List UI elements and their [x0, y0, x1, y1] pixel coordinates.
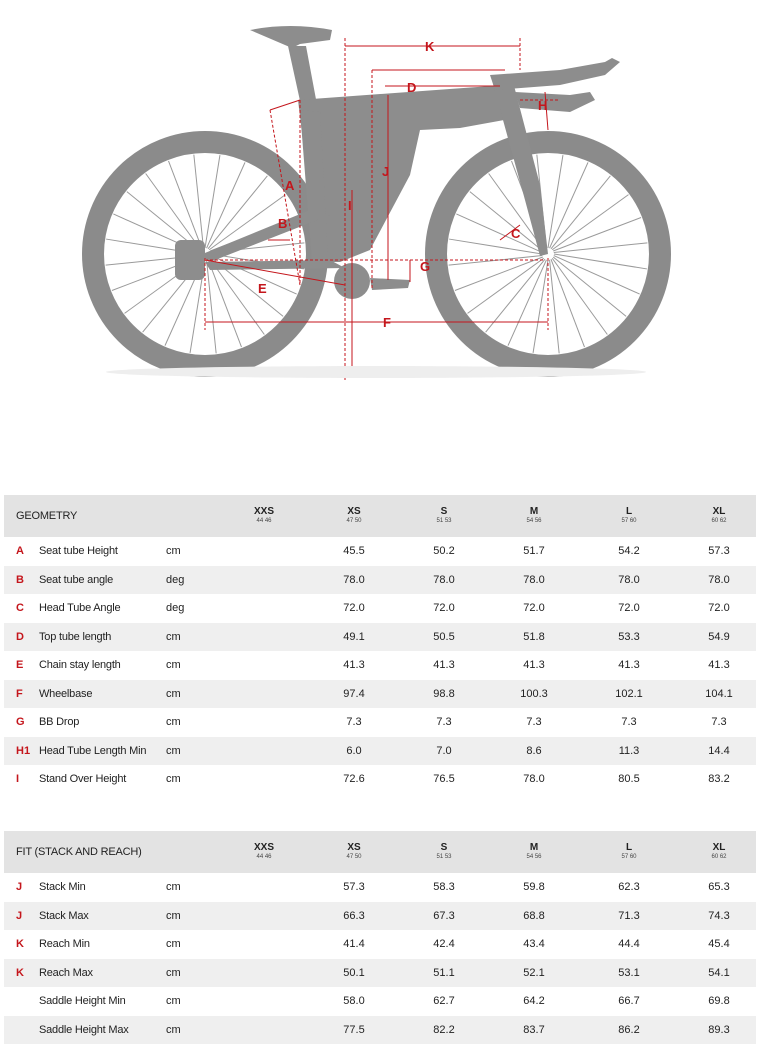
size-header: S 51 53 — [436, 506, 452, 524]
row-value: 6.0 — [346, 744, 362, 757]
row-value: 49.1 — [343, 630, 365, 643]
row-value: 7.3 — [621, 716, 637, 729]
spoke — [169, 161, 202, 249]
row-value: 76.5 — [433, 773, 455, 786]
table-row — [4, 959, 756, 988]
row-value: 54.2 — [618, 545, 640, 558]
row-unit: cm — [166, 773, 181, 786]
row-label: Head Tube Length Min — [39, 744, 147, 757]
spoke — [552, 258, 607, 334]
row-value — [229, 708, 299, 737]
row-value: 72.0 — [523, 602, 545, 615]
row-letter: E — [16, 659, 24, 672]
row-value: 41.4 — [343, 938, 365, 951]
row-value: 78.0 — [433, 573, 455, 586]
row-value — [229, 737, 299, 766]
row-letter: K — [16, 938, 24, 951]
row-value: 11.3 — [618, 744, 640, 757]
row-unit: cm — [166, 966, 181, 979]
spoke — [550, 260, 560, 354]
row-value — [229, 566, 299, 595]
row-value — [229, 987, 299, 1016]
dim-label-g: G — [420, 259, 431, 274]
fit-header-row — [4, 831, 756, 873]
ground-shadow — [106, 366, 646, 378]
row-value: 7.3 — [346, 716, 362, 729]
row-value: 86.2 — [618, 1023, 640, 1036]
row-value: 67.3 — [433, 909, 455, 922]
row-value: 41.3 — [523, 659, 545, 672]
dim-label-f: F — [383, 315, 391, 330]
row-unit: cm — [166, 630, 181, 643]
spoke — [468, 258, 544, 313]
row-value: 82.2 — [433, 1023, 455, 1036]
table-row — [4, 708, 756, 737]
row-value: 51.1 — [433, 966, 455, 979]
row-value: 78.0 — [708, 573, 730, 586]
bike-geometry-diagram — [0, 0, 770, 400]
table-row — [4, 594, 756, 623]
row-value — [229, 680, 299, 709]
row-letter: H1 — [16, 744, 31, 757]
row-letter — [16, 987, 32, 1016]
spoke — [207, 260, 217, 354]
size-header: XL 60 62 — [711, 842, 727, 860]
table-row — [4, 1016, 756, 1045]
spoke — [486, 259, 545, 332]
row-value — [229, 651, 299, 680]
row-unit: deg — [166, 602, 185, 615]
row-value: 58.3 — [433, 881, 455, 894]
row-label: Stand Over Height — [39, 773, 127, 786]
row-value: 71.3 — [618, 909, 640, 922]
spoke — [553, 257, 626, 316]
row-value: 78.0 — [523, 573, 545, 586]
spoke — [455, 257, 543, 290]
row-value: 104.1 — [705, 687, 733, 700]
row-value: 62.7 — [433, 995, 455, 1008]
spoke — [554, 243, 648, 253]
row-value: 58.0 — [343, 995, 365, 1008]
row-value: 41.3 — [343, 659, 365, 672]
row-value: 51.8 — [523, 630, 545, 643]
row-value: 41.3 — [618, 659, 640, 672]
row-letter: J — [16, 909, 23, 922]
size-header: XXS 44 46 — [253, 506, 274, 524]
spoke — [146, 174, 201, 250]
spoke — [553, 218, 641, 251]
row-value: 78.0 — [618, 573, 640, 586]
row-value: 66.3 — [343, 909, 365, 922]
row-letter: C — [16, 602, 24, 615]
row-letter: F — [16, 687, 23, 700]
row-value: 72.0 — [618, 602, 640, 615]
row-label: Saddle Height Min — [39, 995, 126, 1008]
row-label: Top tube length — [39, 630, 112, 643]
table-row — [4, 765, 756, 794]
row-value: 72.0 — [343, 602, 365, 615]
row-label: Reach Max — [39, 966, 93, 979]
row-value: 66.7 — [618, 995, 640, 1008]
row-label: Head Tube Angle — [39, 602, 121, 615]
dim-label-d: D — [407, 80, 417, 95]
row-value: 44.4 — [618, 938, 640, 951]
row-value: 53.3 — [618, 630, 640, 643]
row-value: 78.0 — [343, 573, 365, 586]
row-value — [229, 959, 299, 988]
row-letter: D — [16, 630, 24, 643]
size-header: L 57 60 — [621, 842, 637, 860]
row-value: 54.9 — [708, 630, 730, 643]
dim-label-c: C — [511, 226, 521, 241]
spoke — [551, 259, 584, 347]
size-header: XS 47 50 — [346, 506, 362, 524]
row-value: 42.4 — [433, 938, 455, 951]
row-value — [229, 537, 299, 566]
spoke — [194, 155, 204, 249]
row-value — [229, 594, 299, 623]
row-value: 41.3 — [708, 659, 730, 672]
row-unit: cm — [166, 938, 181, 951]
row-value: 64.2 — [523, 995, 545, 1008]
row-value: 52.1 — [523, 966, 545, 979]
table-row — [4, 651, 756, 680]
row-value: 100.3 — [520, 687, 548, 700]
row-label: Saddle Height Max — [39, 1023, 129, 1036]
row-value: 83.7 — [523, 1023, 545, 1036]
spoke — [552, 195, 628, 250]
row-value: 50.5 — [433, 630, 455, 643]
row-value: 7.3 — [526, 716, 542, 729]
dim-label-a: A — [285, 178, 295, 193]
row-value: 62.3 — [618, 881, 640, 894]
row-unit: cm — [166, 995, 181, 1008]
row-value: 45.5 — [343, 545, 365, 558]
row-unit: cm — [166, 687, 181, 700]
row-value: 97.4 — [343, 687, 365, 700]
table-row — [4, 537, 756, 566]
row-unit: cm — [166, 909, 181, 922]
row-value: 78.0 — [523, 773, 545, 786]
size-header: S 51 53 — [436, 842, 452, 860]
row-value — [229, 1016, 299, 1045]
table-row — [4, 680, 756, 709]
table-row — [4, 873, 756, 902]
table-row — [4, 623, 756, 652]
table-row — [4, 930, 756, 959]
row-value — [229, 902, 299, 931]
size-header: L 57 60 — [621, 506, 637, 524]
dim-label-e: E — [258, 281, 267, 296]
row-value: 102.1 — [615, 687, 643, 700]
size-header: XL 60 62 — [711, 506, 727, 524]
row-value: 7.0 — [436, 744, 452, 757]
size-header: XXS 44 46 — [253, 842, 274, 860]
row-label: BB Drop — [39, 716, 80, 729]
row-label: Seat tube angle — [39, 573, 114, 586]
bike-frame — [175, 26, 620, 299]
row-value: 72.0 — [708, 602, 730, 615]
row-value: 59.8 — [523, 881, 545, 894]
row-value: 45.4 — [708, 938, 730, 951]
row-unit: deg — [166, 573, 185, 586]
spoke — [208, 259, 241, 347]
row-unit: cm — [166, 744, 181, 757]
row-value: 74.3 — [708, 909, 730, 922]
row-letter: G — [16, 716, 25, 729]
row-value: 65.3 — [708, 881, 730, 894]
row-value — [229, 930, 299, 959]
row-value: 80.5 — [618, 773, 640, 786]
row-value — [229, 765, 299, 794]
size-header: M 54 56 — [526, 842, 542, 860]
row-label: Seat tube Height — [39, 545, 118, 558]
row-value: 72.0 — [433, 602, 455, 615]
row-value: 83.2 — [708, 773, 730, 786]
row-unit: cm — [166, 881, 181, 894]
row-letter: I — [16, 773, 20, 786]
dim-label-h: H — [538, 98, 548, 113]
spoke — [551, 176, 610, 249]
row-letter: B — [16, 573, 24, 586]
row-unit: cm — [166, 716, 181, 729]
row-value: 14.4 — [708, 744, 730, 757]
row-unit: cm — [166, 1023, 181, 1036]
row-value — [229, 873, 299, 902]
dim-label-b: B — [278, 216, 288, 231]
geometry-header-row — [4, 495, 756, 537]
row-letter: A — [16, 545, 24, 558]
row-value: 8.6 — [526, 744, 542, 757]
row-value: 68.8 — [523, 909, 545, 922]
row-unit: cm — [166, 545, 181, 558]
row-value: 77.5 — [343, 1023, 365, 1036]
row-value: 7.3 — [711, 716, 727, 729]
row-letter — [16, 1016, 32, 1045]
row-value: 57.3 — [343, 881, 365, 894]
row-value: 72.6 — [343, 773, 365, 786]
row-value: 50.1 — [343, 966, 365, 979]
row-value: 54.1 — [708, 966, 730, 979]
row-value: 41.3 — [433, 659, 455, 672]
row-value: 57.3 — [708, 545, 730, 558]
row-value — [229, 623, 299, 652]
fit-title: FIT (STACK AND REACH) — [16, 846, 142, 858]
row-value: 50.2 — [433, 545, 455, 558]
table-row — [4, 987, 756, 1016]
row-unit: cm — [166, 659, 181, 672]
table-row — [4, 902, 756, 931]
row-label: Reach Min — [39, 938, 90, 951]
dim-label-k: K — [425, 39, 435, 54]
row-letter: K — [16, 966, 24, 979]
row-label: Chain stay length — [39, 659, 121, 672]
table-row — [4, 737, 756, 766]
row-label: Stack Max — [39, 909, 89, 922]
row-label: Stack Min — [39, 881, 86, 894]
row-value: 7.3 — [436, 716, 452, 729]
geometry-title: GEOMETRY — [16, 510, 78, 522]
row-value: 89.3 — [708, 1023, 730, 1036]
size-header: XS 47 50 — [346, 842, 362, 860]
row-value: 69.8 — [708, 995, 730, 1008]
row-value: 53.1 — [618, 966, 640, 979]
dim-label-i: I — [348, 198, 352, 213]
row-value: 51.7 — [523, 545, 545, 558]
size-header: M 54 56 — [526, 506, 542, 524]
row-letter: J — [16, 881, 23, 894]
table-row — [4, 566, 756, 595]
row-label: Wheelbase — [39, 687, 93, 700]
row-value: 98.8 — [433, 687, 455, 700]
row-value: 43.4 — [523, 938, 545, 951]
dim-label-j: J — [382, 164, 390, 179]
